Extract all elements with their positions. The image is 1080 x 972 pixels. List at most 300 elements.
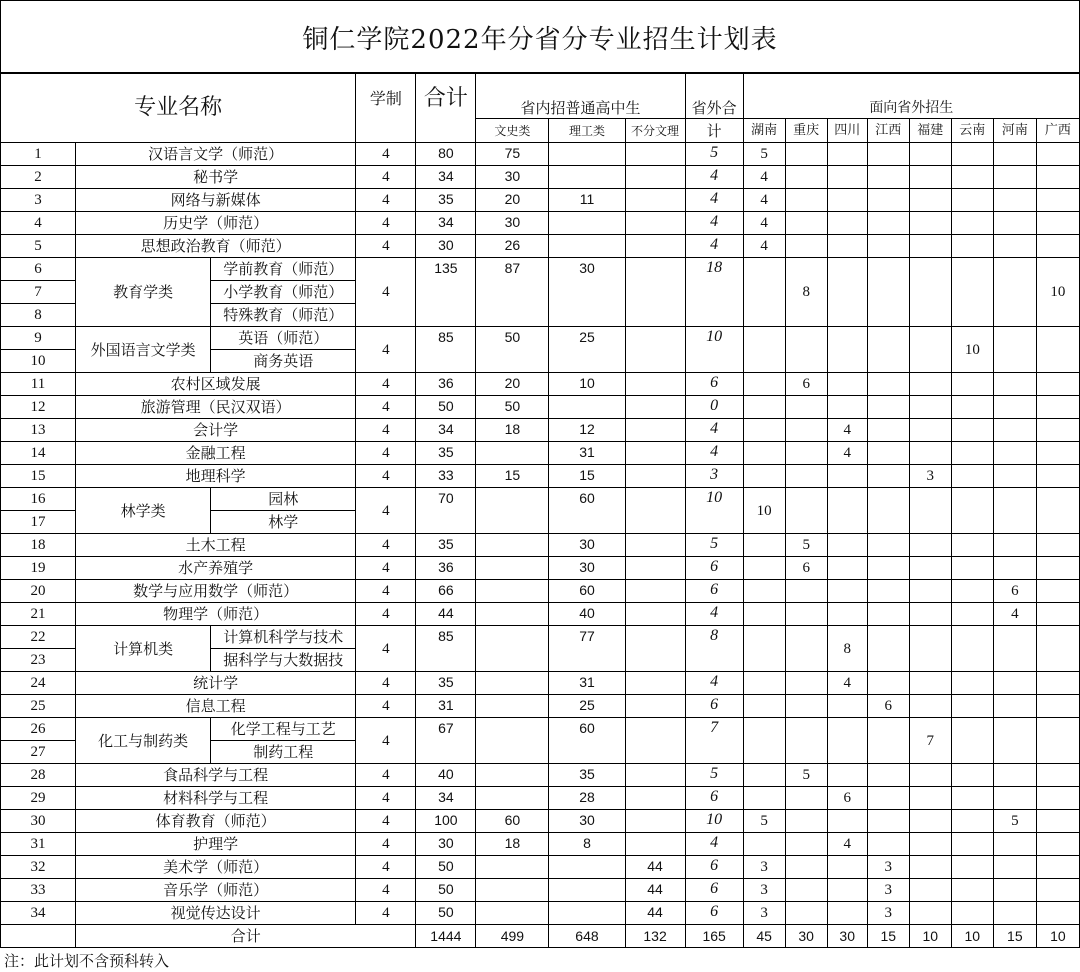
row-number: 28 <box>1 764 76 787</box>
province-cell: 4 <box>993 603 1036 626</box>
province-cell <box>951 557 993 580</box>
years-cell: 4 <box>356 557 416 580</box>
province-cell <box>993 258 1036 327</box>
bufen-cell <box>625 695 685 718</box>
total-cell: 50 <box>416 902 476 925</box>
bufen-cell <box>625 833 685 856</box>
province-cell <box>1036 718 1079 764</box>
province-cell <box>993 672 1036 695</box>
out-total-cell: 4 <box>685 189 743 212</box>
years-cell: 4 <box>356 764 416 787</box>
out-total-cell: 6 <box>685 557 743 580</box>
table-row <box>1 557 1080 580</box>
row-number: 19 <box>1 557 76 580</box>
row-number: 32 <box>1 856 76 879</box>
bufen-cell <box>625 235 685 258</box>
province-cell <box>909 143 951 166</box>
row-number: 21 <box>1 603 76 626</box>
table-row <box>1 166 1080 189</box>
header-total: 合计 <box>416 73 476 143</box>
province-cell: 10 <box>1036 258 1079 327</box>
province-cell <box>867 672 909 695</box>
province-cell <box>827 902 867 925</box>
province-cell <box>909 695 951 718</box>
province-cell: 7 <box>909 718 951 764</box>
province-cell <box>993 465 1036 488</box>
row-number: 22 <box>1 626 76 649</box>
province-cell <box>993 764 1036 787</box>
province-cell: 5 <box>743 810 785 833</box>
total-cell: 100 <box>416 810 476 833</box>
out-total-cell: 4 <box>685 833 743 856</box>
ligong-cell: 648 <box>549 925 625 948</box>
province-cell <box>867 373 909 396</box>
major-name: 统计学 <box>76 672 356 695</box>
province-cell <box>867 189 909 212</box>
province-cell <box>785 695 827 718</box>
province-cell <box>993 373 1036 396</box>
row-number: 27 <box>1 741 76 764</box>
row-number: 3 <box>1 189 76 212</box>
province-cell: 10 <box>951 327 993 373</box>
province-cell <box>993 212 1036 235</box>
province-cell <box>743 327 785 373</box>
years-cell: 4 <box>356 327 416 373</box>
wenshi-cell: 499 <box>476 925 549 948</box>
wenshi-cell <box>476 879 549 902</box>
header-province: 云南 <box>951 119 993 143</box>
province-cell <box>743 580 785 603</box>
header-years: 学制 <box>356 73 416 143</box>
province-cell <box>951 534 993 557</box>
totals-row <box>1 925 1080 948</box>
bufen-cell <box>625 189 685 212</box>
years-cell: 4 <box>356 396 416 419</box>
out-total-cell: 10 <box>685 488 743 534</box>
province-cell <box>785 189 827 212</box>
province-cell: 30 <box>827 925 867 948</box>
major-name: 材料科学与工程 <box>76 787 356 810</box>
ligong-cell: 40 <box>549 603 625 626</box>
province-cell: 6 <box>785 373 827 396</box>
out-total-cell: 6 <box>685 902 743 925</box>
total-cell: 34 <box>416 419 476 442</box>
ligong-cell <box>549 212 625 235</box>
province-cell <box>743 534 785 557</box>
bufen-cell <box>625 396 685 419</box>
wenshi-cell: 26 <box>476 235 549 258</box>
province-cell <box>785 488 827 534</box>
major-name: 旅游管理（民汉双语） <box>76 396 356 419</box>
province-cell: 10 <box>1036 925 1079 948</box>
years-cell: 4 <box>356 258 416 327</box>
province-cell <box>909 442 951 465</box>
province-cell <box>993 856 1036 879</box>
table-row <box>1 879 1080 902</box>
total-cell: 85 <box>416 626 476 672</box>
province-cell <box>1036 879 1079 902</box>
province-cell: 4 <box>743 235 785 258</box>
footnote: 注：此计划不含预科转入 <box>4 952 170 970</box>
province-cell <box>743 787 785 810</box>
totals-blank <box>1 925 76 948</box>
years-cell: 4 <box>356 603 416 626</box>
years-cell: 4 <box>356 626 416 672</box>
province-cell <box>1036 143 1079 166</box>
major-name: 会计学 <box>76 419 356 442</box>
province-cell <box>993 879 1036 902</box>
row-number: 30 <box>1 810 76 833</box>
years-cell: 4 <box>356 488 416 534</box>
out-total-cell: 6 <box>685 879 743 902</box>
bufen-cell <box>625 810 685 833</box>
province-cell <box>951 189 993 212</box>
province-cell: 15 <box>993 925 1036 948</box>
ligong-cell: 60 <box>549 718 625 764</box>
bufen-cell <box>625 787 685 810</box>
province-cell: 3 <box>909 465 951 488</box>
table-row <box>1 534 1080 557</box>
province-cell <box>827 603 867 626</box>
sub-major-name: 据科学与大数据技 <box>211 649 356 672</box>
province-cell <box>1036 810 1079 833</box>
table-row <box>1 258 1080 281</box>
province-cell <box>951 787 993 810</box>
province-cell <box>827 534 867 557</box>
province-cell: 10 <box>909 925 951 948</box>
province-cell <box>1036 488 1079 534</box>
province-cell <box>951 626 993 672</box>
province-cell <box>1036 580 1079 603</box>
province-cell <box>867 580 909 603</box>
province-cell <box>909 327 951 373</box>
province-cell: 30 <box>785 925 827 948</box>
out-total-cell: 10 <box>685 327 743 373</box>
wenshi-cell <box>476 442 549 465</box>
table-row <box>1 143 1080 166</box>
province-cell <box>993 235 1036 258</box>
row-number: 26 <box>1 718 76 741</box>
province-cell <box>827 580 867 603</box>
ligong-cell: 25 <box>549 327 625 373</box>
province-cell <box>1036 856 1079 879</box>
province-cell: 4 <box>827 442 867 465</box>
years-cell: 4 <box>356 718 416 764</box>
province-cell <box>951 603 993 626</box>
total-cell: 35 <box>416 672 476 695</box>
province-cell: 3 <box>867 856 909 879</box>
province-cell <box>827 373 867 396</box>
province-cell <box>1036 465 1079 488</box>
major-name: 思想政治教育（师范） <box>76 235 356 258</box>
years-cell: 4 <box>356 212 416 235</box>
province-cell <box>785 902 827 925</box>
province-cell <box>993 718 1036 764</box>
province-cell <box>993 442 1036 465</box>
province-cell <box>1036 442 1079 465</box>
sub-major-name: 商务英语 <box>211 350 356 373</box>
ligong-cell: 28 <box>549 787 625 810</box>
total-cell: 36 <box>416 373 476 396</box>
header-province: 广西 <box>1036 119 1079 143</box>
province-cell <box>867 442 909 465</box>
province-cell <box>993 626 1036 672</box>
province-cell <box>743 258 785 327</box>
province-cell <box>827 166 867 189</box>
province-cell <box>1036 327 1079 373</box>
province-cell <box>951 419 993 442</box>
header-out-total-2: 计 <box>685 119 743 143</box>
wenshi-cell: 18 <box>476 833 549 856</box>
wenshi-cell <box>476 557 549 580</box>
out-total-cell: 5 <box>685 143 743 166</box>
total-cell: 50 <box>416 879 476 902</box>
major-name: 数学与应用数学（师范） <box>76 580 356 603</box>
province-cell <box>743 373 785 396</box>
province-cell <box>909 212 951 235</box>
total-cell: 34 <box>416 787 476 810</box>
ligong-cell: 60 <box>549 488 625 534</box>
category-name: 计算机类 <box>76 626 211 672</box>
header-wenshi: 文史类 <box>476 119 549 143</box>
row-number: 34 <box>1 902 76 925</box>
years-cell: 4 <box>356 833 416 856</box>
out-total-cell: 6 <box>685 856 743 879</box>
wenshi-cell: 50 <box>476 327 549 373</box>
province-cell <box>867 810 909 833</box>
province-cell <box>785 235 827 258</box>
major-name: 水产养殖学 <box>76 557 356 580</box>
bufen-cell <box>625 258 685 327</box>
ligong-cell: 60 <box>549 580 625 603</box>
province-cell: 5 <box>743 143 785 166</box>
wenshi-cell <box>476 902 549 925</box>
province-cell <box>785 718 827 764</box>
ligong-cell: 15 <box>549 465 625 488</box>
province-cell <box>743 718 785 764</box>
province-cell <box>785 465 827 488</box>
major-name: 体育教育（师范） <box>76 810 356 833</box>
province-cell <box>951 488 993 534</box>
province-cell <box>909 580 951 603</box>
out-total-cell: 4 <box>685 672 743 695</box>
province-cell <box>785 442 827 465</box>
enrollment-plan-table <box>0 72 1080 948</box>
province-cell <box>785 396 827 419</box>
wenshi-cell <box>476 856 549 879</box>
category-name: 化工与制药类 <box>76 718 211 764</box>
province-cell <box>827 396 867 419</box>
province-cell <box>1036 534 1079 557</box>
ligong-cell: 11 <box>549 189 625 212</box>
table-row <box>1 764 1080 787</box>
province-cell <box>951 373 993 396</box>
province-cell <box>1036 603 1079 626</box>
wenshi-cell: 30 <box>476 166 549 189</box>
years-cell: 4 <box>356 810 416 833</box>
province-cell <box>827 327 867 373</box>
header-province: 四川 <box>827 119 867 143</box>
table-row <box>1 856 1080 879</box>
table-row <box>1 488 1080 511</box>
major-name: 秘书学 <box>76 166 356 189</box>
province-cell <box>951 672 993 695</box>
out-total-cell: 6 <box>685 580 743 603</box>
sub-major-name: 特殊教育（师范） <box>211 304 356 327</box>
years-cell: 4 <box>356 695 416 718</box>
table-row <box>1 465 1080 488</box>
ligong-cell <box>549 166 625 189</box>
province-cell <box>951 856 993 879</box>
sub-major-name: 园林 <box>211 488 356 511</box>
province-cell <box>909 764 951 787</box>
years-cell: 4 <box>356 580 416 603</box>
row-number: 10 <box>1 350 76 373</box>
province-cell <box>951 396 993 419</box>
bufen-cell <box>625 212 685 235</box>
province-cell <box>785 879 827 902</box>
row-number: 6 <box>1 258 76 281</box>
header-major: 专业名称 <box>1 73 356 143</box>
bufen-cell <box>625 580 685 603</box>
province-cell: 6 <box>867 695 909 718</box>
major-name: 音乐学（师范） <box>76 879 356 902</box>
province-cell <box>951 258 993 327</box>
bufen-cell <box>625 327 685 373</box>
row-number: 15 <box>1 465 76 488</box>
province-cell <box>743 603 785 626</box>
province-cell <box>867 787 909 810</box>
table-row <box>1 902 1080 925</box>
major-name: 护理学 <box>76 833 356 856</box>
years-cell: 4 <box>356 442 416 465</box>
province-cell <box>909 787 951 810</box>
out-total-cell: 6 <box>685 373 743 396</box>
years-cell: 4 <box>356 373 416 396</box>
header-ligong: 理工类 <box>549 119 625 143</box>
total-cell: 36 <box>416 557 476 580</box>
ligong-cell: 30 <box>549 534 625 557</box>
row-number: 8 <box>1 304 76 327</box>
row-number: 7 <box>1 281 76 304</box>
row-number: 5 <box>1 235 76 258</box>
bufen-cell <box>625 534 685 557</box>
province-cell: 3 <box>743 902 785 925</box>
major-name: 网络与新媒体 <box>76 189 356 212</box>
header-province: 湖南 <box>743 119 785 143</box>
total-cell: 80 <box>416 143 476 166</box>
province-cell <box>993 833 1036 856</box>
province-cell: 4 <box>827 419 867 442</box>
sub-major-name: 小学教育（师范） <box>211 281 356 304</box>
bufen-cell <box>625 442 685 465</box>
province-cell <box>827 465 867 488</box>
province-cell: 6 <box>785 557 827 580</box>
province-cell <box>993 488 1036 534</box>
wenshi-cell <box>476 672 549 695</box>
province-cell <box>785 672 827 695</box>
ligong-cell <box>549 396 625 419</box>
province-cell <box>867 603 909 626</box>
province-cell <box>1036 235 1079 258</box>
table-row <box>1 718 1080 741</box>
row-number: 13 <box>1 419 76 442</box>
province-cell <box>743 419 785 442</box>
major-name: 金融工程 <box>76 442 356 465</box>
total-cell: 35 <box>416 534 476 557</box>
out-total-cell: 4 <box>685 442 743 465</box>
province-cell: 6 <box>827 787 867 810</box>
ligong-cell <box>549 235 625 258</box>
row-number: 31 <box>1 833 76 856</box>
out-total-cell: 5 <box>685 764 743 787</box>
total-cell: 34 <box>416 212 476 235</box>
table-row <box>1 442 1080 465</box>
table-row <box>1 833 1080 856</box>
province-cell <box>785 787 827 810</box>
row-number: 9 <box>1 327 76 350</box>
bufen-cell <box>625 419 685 442</box>
province-cell <box>909 189 951 212</box>
province-cell <box>993 166 1036 189</box>
ligong-cell: 30 <box>549 258 625 327</box>
province-cell <box>909 879 951 902</box>
total-cell: 66 <box>416 580 476 603</box>
ligong-cell: 10 <box>549 373 625 396</box>
row-number: 2 <box>1 166 76 189</box>
ligong-cell <box>549 902 625 925</box>
major-name: 地理科学 <box>76 465 356 488</box>
row-number: 1 <box>1 143 76 166</box>
province-cell <box>827 557 867 580</box>
years-cell: 4 <box>356 143 416 166</box>
category-name: 外国语言文学类 <box>76 327 211 373</box>
province-cell <box>1036 902 1079 925</box>
province-cell <box>909 626 951 672</box>
header-outside: 面向省外招生 <box>743 73 1079 119</box>
years-cell: 4 <box>356 235 416 258</box>
province-cell <box>743 465 785 488</box>
out-total-cell: 3 <box>685 465 743 488</box>
page-title: 铜仁学院2022年分省分专业招生计划表 <box>0 0 1080 74</box>
row-number: 16 <box>1 488 76 511</box>
province-cell <box>1036 189 1079 212</box>
province-cell <box>827 143 867 166</box>
province-cell <box>785 856 827 879</box>
table-row <box>1 189 1080 212</box>
row-number: 11 <box>1 373 76 396</box>
table-row <box>1 603 1080 626</box>
province-cell <box>951 810 993 833</box>
province-cell <box>909 534 951 557</box>
wenshi-cell <box>476 534 549 557</box>
province-cell <box>867 419 909 442</box>
province-cell: 10 <box>951 925 993 948</box>
total-cell: 31 <box>416 695 476 718</box>
province-cell: 4 <box>743 189 785 212</box>
province-cell <box>867 143 909 166</box>
sub-major-name: 计算机科学与技术 <box>211 626 356 649</box>
ligong-cell <box>549 879 625 902</box>
table-row <box>1 327 1080 350</box>
total-cell: 50 <box>416 396 476 419</box>
bufen-cell: 44 <box>625 879 685 902</box>
total-cell: 67 <box>416 718 476 764</box>
province-cell: 4 <box>827 833 867 856</box>
province-cell <box>993 695 1036 718</box>
wenshi-cell <box>476 580 549 603</box>
category-name: 教育学类 <box>76 258 211 327</box>
